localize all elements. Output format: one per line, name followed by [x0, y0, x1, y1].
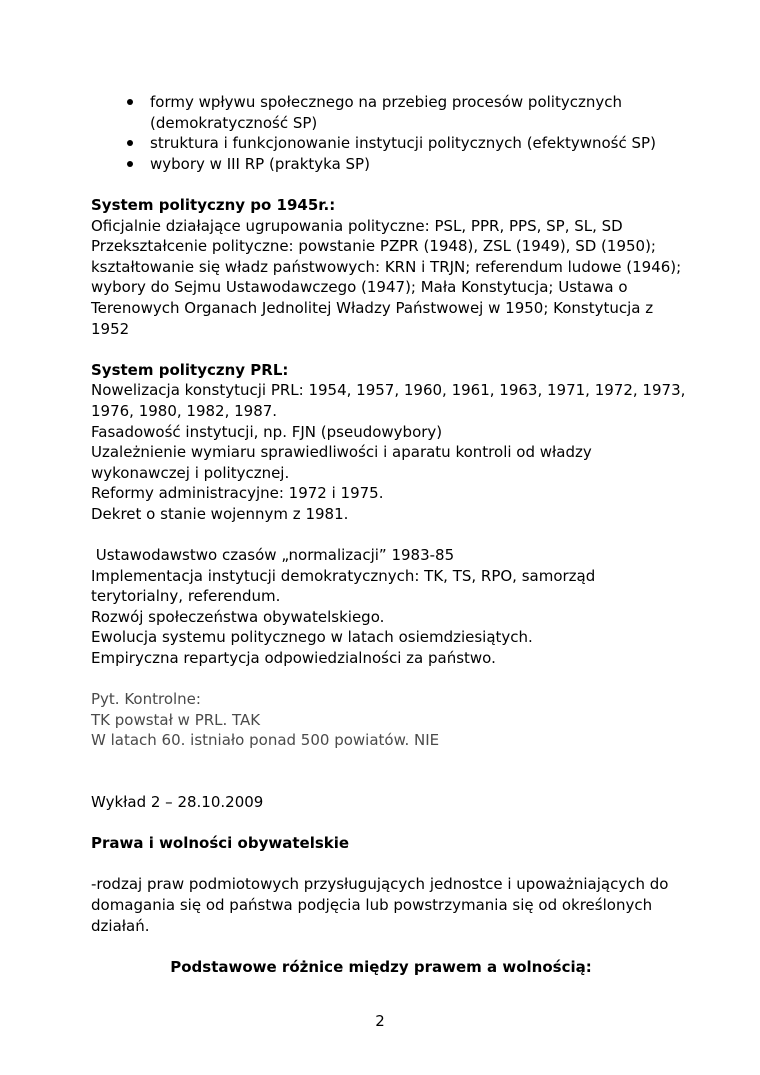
centered-subheading: Podstawowe różnice między prawem a wolnością:	[170, 957, 592, 976]
section-heading-prl: System polityczny PRL:	[91, 360, 289, 379]
list-item: formy wpływu społecznego na przebieg procesów politycznych (demokratyczność SP)	[91, 92, 691, 133]
control-question: W latach 60. istniało ponad 500 powiatów. NIE	[91, 731, 440, 750]
paragraph: Przekształcenie polityczne: powstanie PZPR (1948), ZSL (1949), SD (1950); kształtowanie się władz państwowych: KRN i TRJN; referendum ludowe (1946); wybory do Sejmu Ustawodawczego (1947); Mała Konstytucja; Ustawa o Terenowych Organach Jednolitej Władzy Państwowej w 1950; Konstytucja z 1952	[91, 237, 682, 338]
control-questions-title: Pyt. Kontrolne:	[91, 690, 201, 709]
paragraph: Rozwój społeczeństwa obywatelskiego.	[91, 607, 385, 626]
page-number: 2	[375, 1012, 385, 1030]
paragraph: Empiryczna repartycja odpowiedzialności za państwo.	[91, 649, 496, 668]
lecture-date: Wykład 2 – 28.10.2009	[91, 793, 264, 811]
paragraph: Implementacja instytucji demokratycznych: TK, TS, RPO, samorząd terytorialny, referendum.	[91, 566, 596, 606]
paragraph: Reformy administracyjne: 1972 i 1975.	[91, 484, 384, 503]
paragraph: Oficjalnie działające ugrupowania polityczne: PSL, PPR, PPS, SP, SL, SD	[91, 216, 623, 235]
paragraph: Dekret o stanie wojennym z 1981.	[91, 504, 349, 523]
definition-paragraph: -rodzaj praw podmiotowych przysługujących jednostce i upoważniających do domagania się od państwa podjęcia lub powstrzymania się od określonych działań.	[91, 875, 669, 935]
paragraph: Ewolucja systemu politycznego w latach osiemdziesiątych.	[91, 628, 533, 647]
list-item: struktura i funkcjonowanie instytucji politycznych (efektywność SP)	[91, 133, 691, 154]
paragraph: Nowelizacja konstytucji PRL: 1954, 1957, 1960, 1961, 1963, 1971, 1972, 1973, 1976, 1980, 1982, 1987.	[91, 381, 686, 420]
bullet-icon	[127, 140, 133, 146]
paragraph: Fasadowość instytucji, np. FJN (pseudowybory)	[91, 422, 443, 441]
paragraph: Uzależnienie wymiaru sprawiedliwości i aparatu kontroli od władzy wykonawczej i politycznej.	[91, 443, 592, 482]
bullet-icon	[127, 99, 133, 105]
control-question: TK powstał w PRL. TAK	[91, 710, 261, 729]
bullet-icon	[127, 161, 133, 167]
section-heading-1945: System polityczny po 1945r.:	[91, 195, 336, 214]
list-item: wybory w III RP (praktyka SP)	[91, 154, 691, 175]
paragraph: Ustawodawstwo czasów „normalizacji” 1983-85	[91, 546, 455, 565]
bullet-list	[91, 92, 691, 174]
page-content	[91, 92, 691, 977]
section-heading-rights: Prawa i wolności obywatelskie	[91, 834, 350, 853]
